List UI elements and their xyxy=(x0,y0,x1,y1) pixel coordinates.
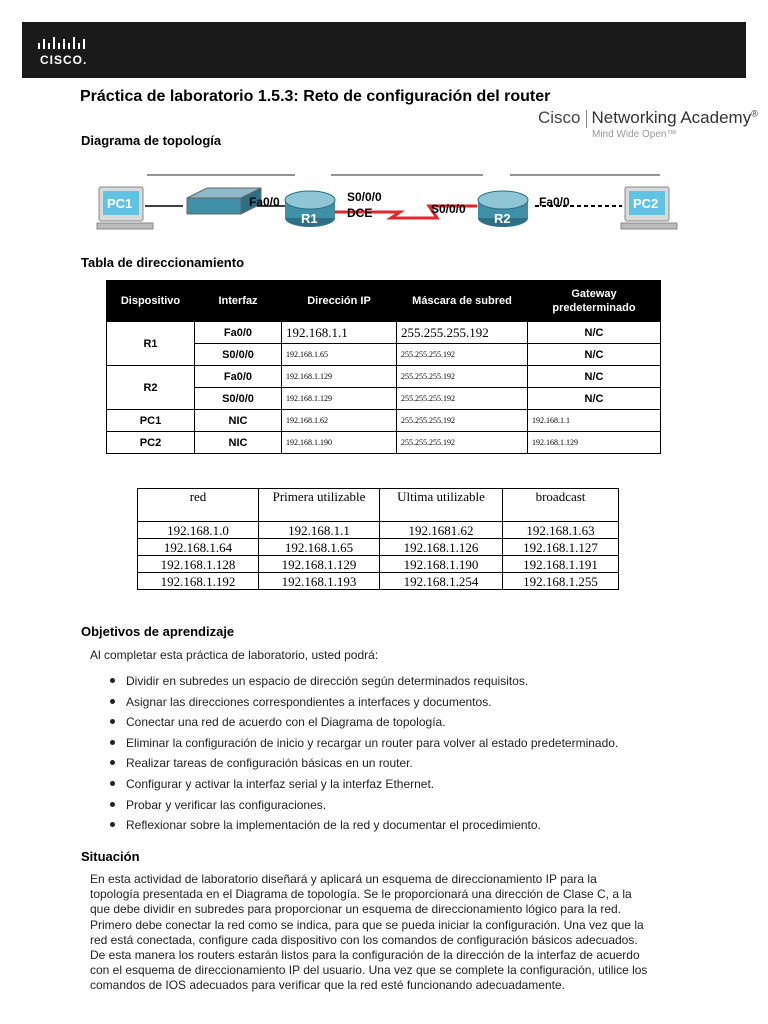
r1-label: R1 xyxy=(301,211,318,226)
col-network: red xyxy=(138,489,259,522)
list-item: Eliminar la configuración de inicio y recargar un router para volver al estado predeterminado. xyxy=(108,734,618,755)
table-cell: 192.168.1.129 xyxy=(259,556,380,573)
col-interface: Interfaz xyxy=(195,281,282,322)
table-cell: 192.168.1.64 xyxy=(138,539,259,556)
interface-cell: S0/0/0 xyxy=(195,344,282,366)
bullet-icon xyxy=(110,822,115,827)
gateway-cell: N/C xyxy=(528,388,661,410)
list-item: Probar y verificar las configuraciones. xyxy=(108,796,618,817)
paragraph-line: En esta actividad de laboratorio diseñará y aplicará un esquema de direccionamiento IP para la xyxy=(90,872,597,886)
bullet-icon xyxy=(110,678,115,683)
table-cell: 192.168.1.193 xyxy=(259,573,380,590)
table-cell: 192.1681.62 xyxy=(380,522,503,539)
brand-registered: ® xyxy=(751,108,758,119)
addressing-table xyxy=(106,280,661,454)
networking-academy-brand xyxy=(538,108,758,128)
table-cell: 192.168.1.190 xyxy=(380,556,503,573)
col-last-usable: Ultima utilizable xyxy=(380,489,503,522)
gateway-cell: 192.168.1.1 xyxy=(528,410,661,432)
ip-cell: 192.168.1.62 xyxy=(282,410,397,432)
table-cell: 192.168.1.126 xyxy=(380,539,503,556)
paragraph-line: Primero debe conectar la red como se indica, para que se pueda iniciar la configuración. Una vez que la xyxy=(90,917,644,932)
ip-cell: 192.168.1.129 xyxy=(282,388,397,410)
ip-cell: 192.168.1.129 xyxy=(282,366,397,388)
table-cell: 192.168.1.192 xyxy=(138,573,259,590)
r1-serial-label: S0/0/0 xyxy=(347,190,382,204)
bullet-icon xyxy=(110,740,115,745)
paragraph-line: red está conectada, configure cada dispositivo con los comandos de configuración básicos adecuados. xyxy=(90,932,638,947)
mask-cell: 255.255.255.192 xyxy=(397,366,528,388)
topology-diagram xyxy=(95,160,685,240)
brand-tagline: Mind Wide Open™ xyxy=(592,129,677,140)
situation-heading: Situación xyxy=(81,849,140,864)
ip-cell: 192.168.1.190 xyxy=(282,432,397,454)
objectives-heading: Objetivos de aprendizaje xyxy=(81,624,235,639)
col-mask: Máscara de subred xyxy=(397,281,528,322)
table-row xyxy=(138,556,619,573)
device-cell: R1 xyxy=(107,322,195,366)
cisco-header-bar xyxy=(22,22,746,78)
table-cell: 192.168.1.254 xyxy=(380,573,503,590)
pc2-label: PC2 xyxy=(633,196,659,211)
brand-cisco: Cisco xyxy=(538,108,581,127)
table-row xyxy=(107,366,661,388)
col-first-usable: Primera utilizable xyxy=(259,489,380,522)
gateway-cell: 192.168.1.129 xyxy=(528,432,661,454)
cisco-logo-icon xyxy=(36,36,96,52)
interface-cell: NIC xyxy=(195,432,282,454)
col-broadcast: broadcast xyxy=(503,489,619,522)
mask-cell: 255.255.255.192 xyxy=(397,344,528,366)
bullet-icon xyxy=(110,781,115,786)
r1-fa-label: Fa0/0 xyxy=(249,195,280,209)
list-item: Dividir en subredes un espacio de dirección según determinados requisitos. xyxy=(108,672,618,693)
router-r2-icon xyxy=(478,191,528,227)
table-cell: 192.168.1.255 xyxy=(503,573,619,590)
router-r1-icon xyxy=(285,191,335,227)
interface-cell: Fa0/0 xyxy=(195,366,282,388)
objectives-intro: Al completar esta práctica de laboratorio, usted podrá: xyxy=(90,648,379,662)
list-item: Realizar tareas de configuración básicas en un router. xyxy=(108,754,618,775)
table-cell: 192.168.1.127 xyxy=(503,539,619,556)
table-row xyxy=(138,522,619,539)
ip-cell: 192.168.1.1 xyxy=(282,322,397,344)
table-cell: 192.168.1.0 xyxy=(138,522,259,539)
table-cell: 192.168.1.191 xyxy=(503,556,619,573)
bullet-icon xyxy=(110,802,115,807)
page-title: Práctica de laboratorio 1.5.3: Reto de configuración del router xyxy=(80,88,551,105)
r2-fa-label: Fa0/0 xyxy=(539,195,570,209)
mask-cell: 255.255.255.192 xyxy=(397,410,528,432)
interface-cell: NIC xyxy=(195,410,282,432)
list-item: Conectar una red de acuerdo con el Diagrama de topología. xyxy=(108,713,618,734)
dce-label: DCE xyxy=(347,206,373,220)
col-gateway: Gateway predeterminado xyxy=(528,281,661,322)
bullet-icon xyxy=(110,699,115,704)
pc1-label: PC1 xyxy=(107,196,133,211)
device-cell: PC1 xyxy=(107,410,195,432)
situation-paragraph xyxy=(90,872,690,994)
mask-cell: 255.255.255.192 xyxy=(397,432,528,454)
table-row xyxy=(107,410,661,432)
addressing-heading: Tabla de direccionamiento xyxy=(81,255,245,270)
device-cell: PC2 xyxy=(107,432,195,454)
list-item: Configurar y activar la interfaz serial y la interfaz Ethernet. xyxy=(108,775,618,796)
brand-academy: Networking Academy xyxy=(591,108,752,127)
paragraph-line: comandos de IOS adecuados para verificar que la red esté funcionando adecuadamente. xyxy=(90,978,565,993)
cisco-logo-text: CISCO. xyxy=(40,53,88,67)
gateway-cell: N/C xyxy=(528,322,661,344)
mask-cell: 255.255.255.192 xyxy=(397,322,528,344)
table-row xyxy=(138,573,619,590)
paragraph-line: con el esquema de direccionamiento IP del usuario. Una vez que se complete la configuración, utilice los xyxy=(90,963,648,978)
interface-cell: S0/0/0 xyxy=(195,388,282,410)
table-row xyxy=(138,539,619,556)
device-cell: R2 xyxy=(107,366,195,410)
table-cell: 192.168.1.65 xyxy=(259,539,380,556)
r2-serial-label: S0/0/0 xyxy=(431,202,466,216)
paragraph-line: que debe dividir en subredes para proporcionar un esquema de direccionamiento lógico para la red. xyxy=(90,902,621,917)
ip-cell: 192.168.1.65 xyxy=(282,344,397,366)
gateway-cell: N/C xyxy=(528,366,661,388)
interface-cell: Fa0/0 xyxy=(195,322,282,344)
bullet-icon xyxy=(110,760,115,765)
table-cell: 192.168.1.128 xyxy=(138,556,259,573)
table-row xyxy=(107,432,661,454)
mask-cell: 255.255.255.192 xyxy=(397,388,528,410)
pc1-icon xyxy=(97,187,153,229)
table-cell: 192.168.1.1 xyxy=(259,522,380,539)
gateway-cell: N/C xyxy=(528,344,661,366)
table-row xyxy=(107,322,661,344)
col-device: Dispositivo xyxy=(107,281,195,322)
list-item: Asignar las direcciones correspondientes a interfaces y documentos. xyxy=(108,693,618,714)
list-item: Reflexionar sobre la implementación de la red y documentar el procedimiento. xyxy=(108,816,618,837)
paragraph-line: topología presentada en el Diagrama de topología. Se le proporcionará una dirección de Clase C, a la xyxy=(90,887,632,902)
r2-label: R2 xyxy=(494,211,511,226)
bullet-icon xyxy=(110,719,115,724)
pc2-icon xyxy=(621,187,677,229)
table-cell: 192.168.1.63 xyxy=(503,522,619,539)
objectives-list xyxy=(108,672,618,837)
paragraph-line: De esta manera los routers estarán listos para la configuración de la dirección de la interfaz de acuerdo xyxy=(90,948,640,963)
subnet-table xyxy=(137,488,619,590)
col-ip: Dirección IP xyxy=(282,281,397,322)
topology-heading: Diagrama de topología xyxy=(81,133,222,148)
